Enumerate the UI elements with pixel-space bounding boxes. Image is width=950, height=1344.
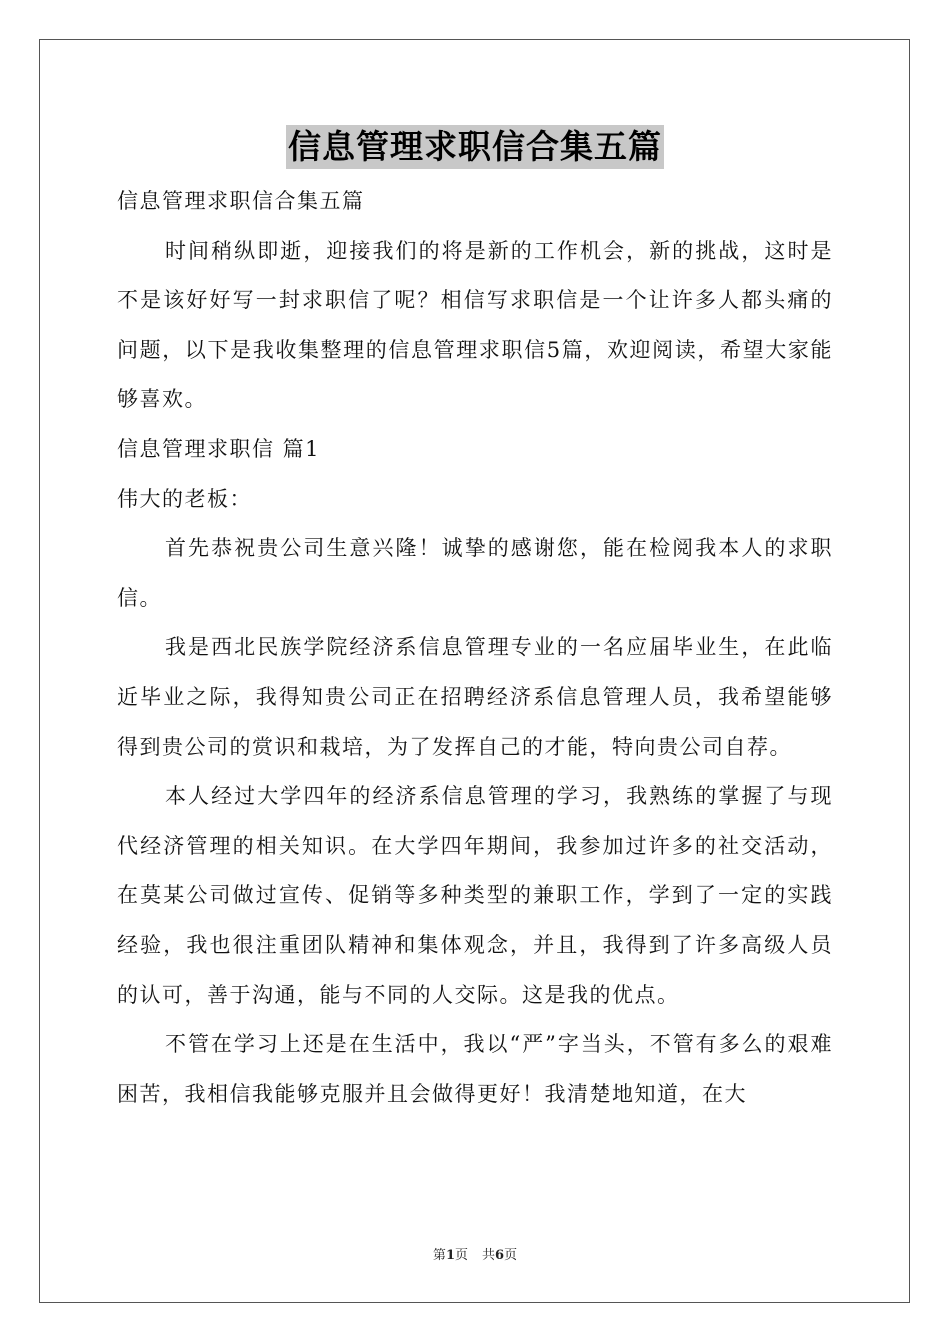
section-heading: 信息管理求职信 篇1 xyxy=(117,436,321,461)
page-prefix: 第 xyxy=(432,1248,446,1263)
document-title: 信息管理求职信合集五篇 xyxy=(286,125,664,169)
body-paragraph: 我是西北民族学院经济系信息管理专业的一名应届毕业生，在此临近毕业之际，我得知贵公司正在招聘经济系信息管理人员，我希望能够得到贵公司的赏识和栽培，为了发挥自己的才能，特向贵公司自荐。 xyxy=(117,635,833,759)
salutation: 伟大的老板： xyxy=(117,486,252,511)
total-suffix: 页 xyxy=(504,1248,518,1263)
current-page-number: 1 xyxy=(445,1248,455,1263)
body-paragraph: 首先恭祝贵公司生意兴隆！诚挚的感谢您，能在检阅我本人的求职信。 xyxy=(117,536,833,610)
document-body xyxy=(117,177,833,1119)
body-paragraph: 不管在学习上还是在生活中，我以“严”字当头，不管有多么的艰难困苦，我相信我能够克服并且会做得更好！我清楚地知道，在大 xyxy=(117,1032,833,1106)
body-paragraph: 本人经过大学四年的经济系信息管理的学习，我熟练的掌握了与现代经济管理的相关知识。在大学四年期间，我参加过许多的社交活动，在莫某公司做过宣传、促销等多种类型的兼职工作，学到了一定的实践经验，我也很注重团队精神和集体观念，并且，我得到了许多高级人员的认可，善于沟通，能与不同的人交际。这是我的优点。 xyxy=(117,784,833,1007)
total-prefix: 共 xyxy=(482,1248,496,1263)
page-suffix: 页 xyxy=(454,1248,468,1263)
subtitle-paragraph: 信息管理求职信合集五篇 xyxy=(117,189,365,213)
title-container xyxy=(0,125,950,169)
intro-paragraph: 时间稍纵即逝，迎接我们的将是新的工作机会，新的挑战，这时是不是该好好写一封求职信了呢？相信写求职信是一个让许多人都头痛的问题，以下是我收集整理的信息管理求职信5篇，欢迎阅读，希望大家能够喜欢。 xyxy=(117,238,833,412)
page-footer xyxy=(0,1247,950,1265)
total-page-number: 6 xyxy=(495,1248,505,1263)
